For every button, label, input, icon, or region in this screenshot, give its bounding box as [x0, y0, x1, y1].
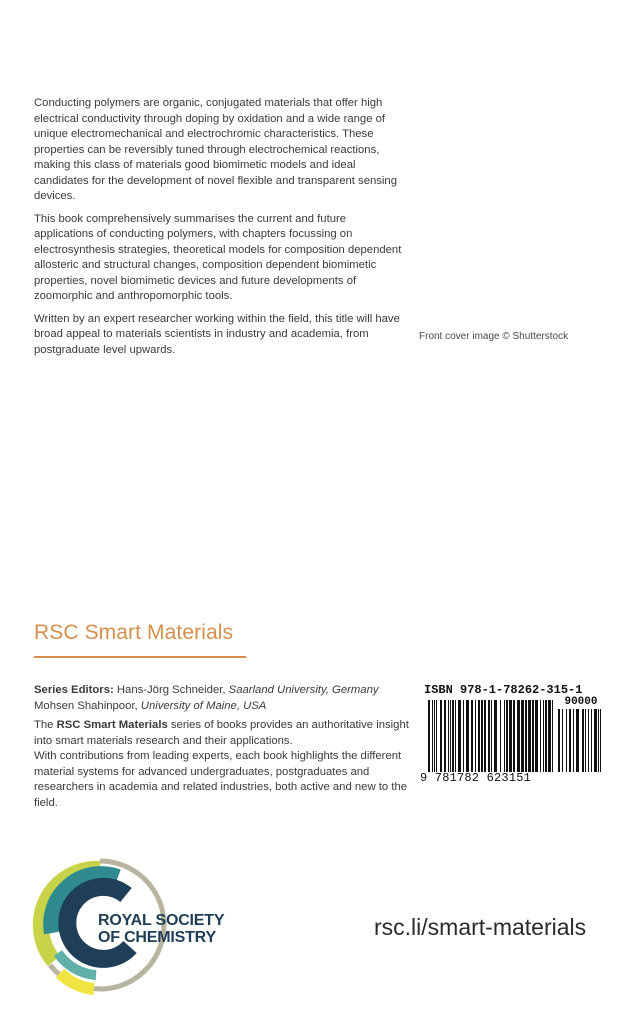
- editors-line-1: [34, 683, 414, 699]
- isbn-barcode: [418, 683, 618, 787]
- series-desc-rest: series of books provides an authoritative insight into smart materials research and their applications.: [34, 719, 409, 747]
- series-desc-prefix: The: [34, 719, 57, 731]
- isbn-label: ISBN 978-1-78262-315-1: [424, 683, 583, 697]
- series-editors: [34, 683, 414, 714]
- logo-line-2: [98, 929, 224, 946]
- editor1-affiliation: Saarland University, Germany: [228, 684, 379, 696]
- cover-image-credit: Front cover image © Shutterstock: [419, 331, 569, 342]
- series-description-2: With contributions from leading experts, each book highlights the different material systems for advanced undergraduates, postgraduates and researchers in academia and related industries, both active and new to the field.: [34, 750, 408, 809]
- barcode-main-bars: [428, 700, 554, 772]
- rsc-logo: [30, 855, 260, 995]
- barcode-addon-bars: [558, 709, 604, 772]
- logo-of: OF: [98, 929, 125, 946]
- series-description: [34, 718, 414, 811]
- series-desc-bold: RSC Smart Materials: [56, 719, 168, 731]
- logo-chemistry: CHEMISTRY: [124, 929, 216, 946]
- barcode-ean-number: 9 781782 623151: [420, 771, 532, 785]
- series-description-1: [34, 718, 414, 749]
- series-title-rule: [34, 656, 246, 658]
- blurb-paragraph-3: Written by an expert researcher working within the field, this title will have broad appeal to materials scientists in industry and academia, from postgraduate level upwards.: [34, 312, 400, 356]
- blurb-paragraph-1: Conducting polymers are organic, conjugated materials that offer high electrical conductivity through doping by oxidation and a wide range of unique electromechanical and electrochromic characteristics. These properties can be reversibly tuned through electrochemical reactions, making this class of materials good biomimetic models and ideal candidates for the development of novel flexible and transparent sensing devices.: [34, 97, 397, 202]
- editor2-name: Mohsen Shahinpoor,: [34, 699, 141, 712]
- rsc-logo-wordmark: [98, 912, 224, 946]
- blurb-paragraph-2: This book comprehensively summarises the current and future applications of conducting polymers, with chapters focussing on electrosynthesis strategies, theoretical models for composition dependent allosteric and structural changes, composition dependent biomimetic properties, novel biomimetic devices and future developments of zoomorphic and anthropomorphic tools.: [34, 212, 402, 302]
- series-title: RSC Smart Materials: [34, 621, 234, 644]
- series-url: rsc.li/smart-materials: [374, 914, 587, 940]
- editor1-name: Hans-Jörg Schneider,: [113, 684, 229, 696]
- barcode-addon-number: 90000: [564, 696, 598, 708]
- back-cover-blurb: [34, 96, 406, 365]
- editors-line-2: [34, 699, 414, 715]
- editors-label: Series Editors:: [34, 684, 114, 696]
- logo-line-1: ROYAL SOCIETY: [98, 912, 225, 929]
- editor2-affiliation: University of Maine, USA: [140, 699, 267, 712]
